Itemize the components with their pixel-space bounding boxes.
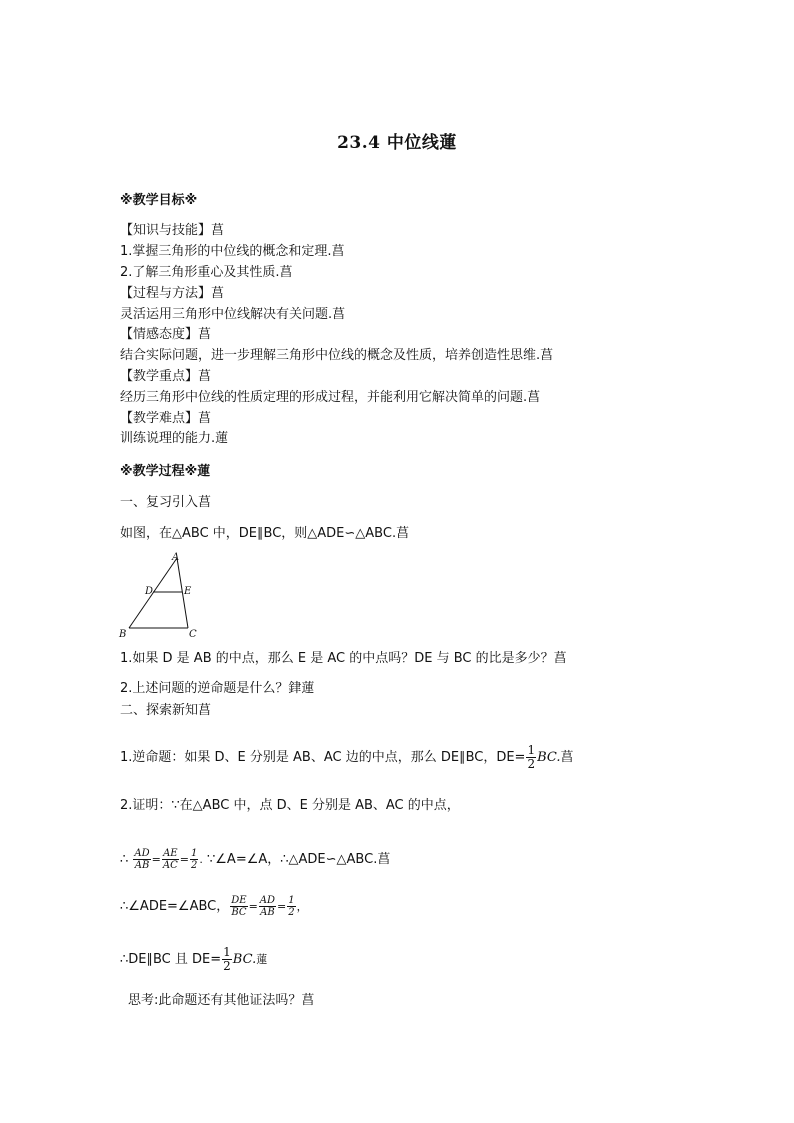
goal-line: 【知识与技能】菖 — [120, 223, 225, 238]
fraction-one-half: $\frac{1}{2}$ — [223, 945, 231, 973]
question-2: 2.上述问题的逆命题是什么？銉蓮 — [120, 681, 315, 696]
process-heading: ※教学过程※蓮 — [120, 464, 211, 479]
question-1: 1.如果 D 是 AB 的中点，那么 E 是 AC 的中点吗？DE 与 BC 的比是多少？菖 — [120, 651, 567, 666]
equals-sign: = — [179, 853, 189, 866]
fraction-ae-ac: $\frac{AE}{AC}$ — [162, 848, 178, 871]
fraction-one-half: $\frac{1}{2}$ — [288, 895, 295, 918]
proof-line-3 — [120, 940, 267, 980]
fraction-one-half: $\frac{1}{2}$ — [527, 743, 536, 771]
goal-line: 经历三角形中位线的性质定理的形成过程，并能利用它解决简单的问题.菖 — [120, 390, 541, 405]
goal-line: 训练说理的能力.蓮 — [120, 431, 229, 446]
proof-line-3-text: ∴DE∥BC 且 DE= — [120, 952, 222, 967]
teaching-goal-heading: ※教学目标※ — [120, 193, 198, 208]
fraction-one-half: $\frac{1}{2}$ — [190, 848, 198, 871]
goal-line: 结合实际问题，进一步理解三角形中位线的概念及性质，培养创造性思维.菖 — [120, 348, 554, 363]
page-title: 23.4 中位线蓮 — [337, 133, 457, 153]
review-heading: 一、复习引入菖 — [120, 495, 212, 510]
point-label-e: E — [184, 586, 192, 597]
proof-line-2 — [120, 890, 308, 924]
period: . — [199, 853, 203, 866]
therefore-symbol: ∴ — [120, 852, 129, 867]
equals-sign: = — [248, 900, 258, 913]
goal-line: 【过程与方法】菖 — [120, 286, 225, 301]
proof-intro: 2.证明：∵在△ABC 中，点 D、E 分别是 AB、AC 的中点， — [120, 798, 460, 813]
proof-line-3-tail: 蓮 — [256, 953, 268, 966]
converse-text: 1.逆命题：如果 D、E 分别是 AB、AC 边的中点，那么 DE∥BC，DE= — [120, 750, 526, 765]
vertex-label-c: C — [189, 629, 197, 640]
goal-line: 【情感态度】菖 — [120, 327, 212, 342]
goal-line: 灵活运用三角形中位线解决有关问题.菖 — [120, 307, 346, 322]
explore-heading: 二、探索新知菖 — [120, 703, 212, 718]
fraction-de-bc: $\frac{DE}{BC}$ — [231, 895, 247, 918]
fraction-ad-ab: $\frac{AD}{AB}$ — [134, 848, 150, 871]
fraction-ad-ab: $\frac{AD}{AB}$ — [259, 895, 276, 918]
vertex-label-a: A — [172, 552, 180, 563]
proof-line-1-text: ∵∠A=∠A，∴△ADE∽△ABC.菖 — [207, 852, 391, 867]
equals-sign: = — [277, 900, 287, 913]
review-text: 如图，在△ABC 中，DE∥BC，则△ADE∽△ABC.菖 — [120, 526, 410, 541]
proof-line-2-text: ∴∠ADE=∠ABC， — [120, 899, 230, 914]
goal-line: 【教学难点】菖 — [120, 411, 212, 426]
think-question: 思考:此命题还有其他证法吗？菖 — [128, 993, 315, 1008]
goal-line: 1.掌握三角形的中位线的概念和定理.菖 — [120, 244, 345, 259]
point-label-d: D — [145, 586, 154, 597]
equals-sign: = — [151, 853, 161, 866]
bc-term: BC. — [232, 952, 257, 967]
bc-term: BC. — [537, 750, 561, 765]
goal-line: 【教学重点】菖 — [120, 369, 212, 384]
proof-line-1 — [120, 843, 390, 877]
converse-statement — [120, 738, 574, 778]
converse-tail: 菖 — [560, 750, 574, 765]
vertex-label-b: B — [119, 629, 127, 640]
goal-line: 2.了解三角形重心及其性质.菖 — [120, 265, 293, 280]
triangle-figure — [114, 550, 204, 642]
comma: ， — [296, 900, 308, 913]
